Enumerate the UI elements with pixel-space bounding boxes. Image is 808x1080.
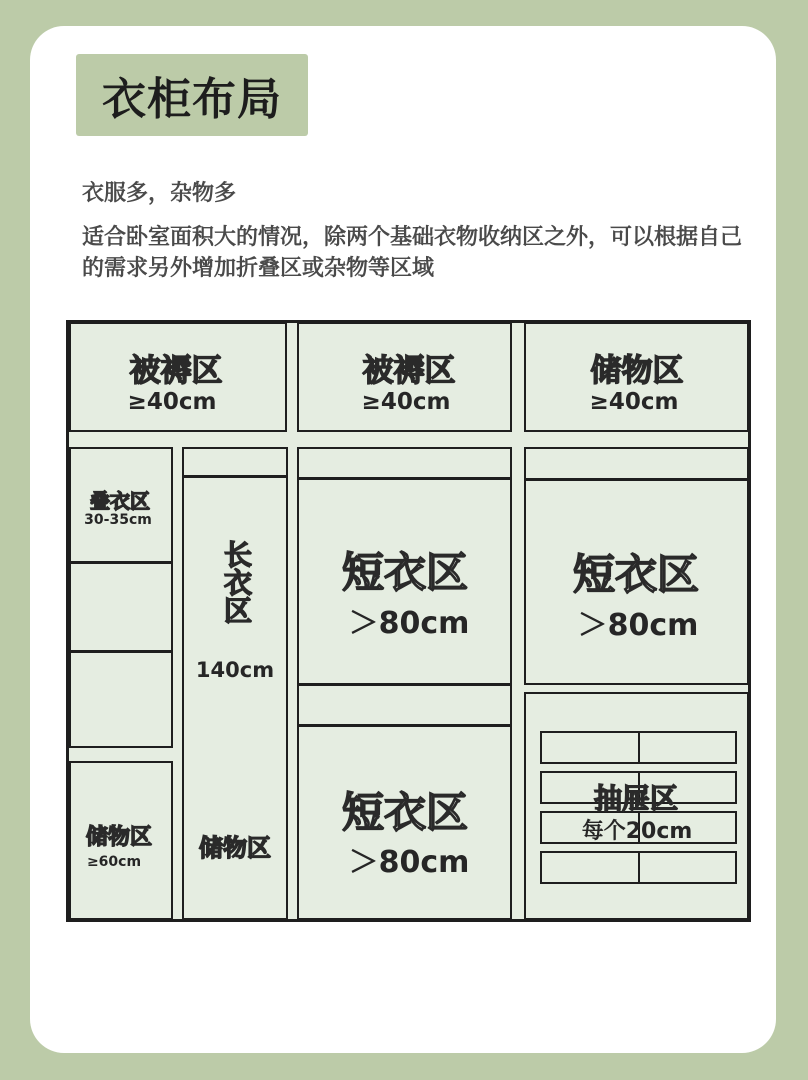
page-title: 衣柜布局 xyxy=(102,74,282,125)
storage-left-size: ≥60cm xyxy=(86,854,142,870)
top1-label: 被褥区 xyxy=(129,353,223,389)
middle-top-shelf xyxy=(297,447,512,479)
long-column-top-shelf xyxy=(182,447,288,477)
short2-label: 短衣区 xyxy=(572,550,700,599)
top3-size: ≥40cm xyxy=(589,389,679,415)
storage-bottom-label: 储物区 xyxy=(199,834,271,862)
top3-label: 储物区 xyxy=(590,353,684,389)
drawer-1-right xyxy=(638,731,737,764)
right-top-shelf xyxy=(524,447,749,480)
long-label-text: 长衣区 xyxy=(220,540,253,624)
drawer-1-left xyxy=(540,731,640,764)
top1-size: ≥40cm xyxy=(127,389,217,415)
long-size: 140cm xyxy=(195,658,275,682)
short3-label: 短衣区 xyxy=(341,788,469,837)
short1-label: 短衣区 xyxy=(341,548,469,597)
short1-size: ＞80cm xyxy=(348,606,470,641)
drawer-label: 抽屉区 xyxy=(593,782,679,815)
fold-shelf-2 xyxy=(69,562,173,652)
short2-size: ＞80cm xyxy=(577,608,699,643)
drawer-4-left xyxy=(540,851,640,884)
fold-size: 30-35cm xyxy=(84,512,152,528)
drawer-4-right xyxy=(638,851,737,884)
short3-size: ＞80cm xyxy=(348,845,470,880)
fold-shelf-3 xyxy=(69,651,173,748)
fold-label: 叠衣区 xyxy=(90,489,150,513)
subtitle: 衣服多，杂物多 xyxy=(82,181,237,206)
top2-size: ≥40cm xyxy=(361,389,451,415)
drawer-size: 每个20cm xyxy=(581,819,693,844)
storage-left-label: 储物区 xyxy=(85,825,153,850)
middle-mid-shelf xyxy=(297,684,512,726)
description: 适合卧室面积大的情况，除两个基础衣物收纳区之外，可以根据自己的需求另外增加折叠区或杂物等区域 xyxy=(82,225,743,281)
title-badge xyxy=(76,54,308,136)
long-label xyxy=(216,540,256,624)
top2-label: 被褥区 xyxy=(362,353,456,389)
